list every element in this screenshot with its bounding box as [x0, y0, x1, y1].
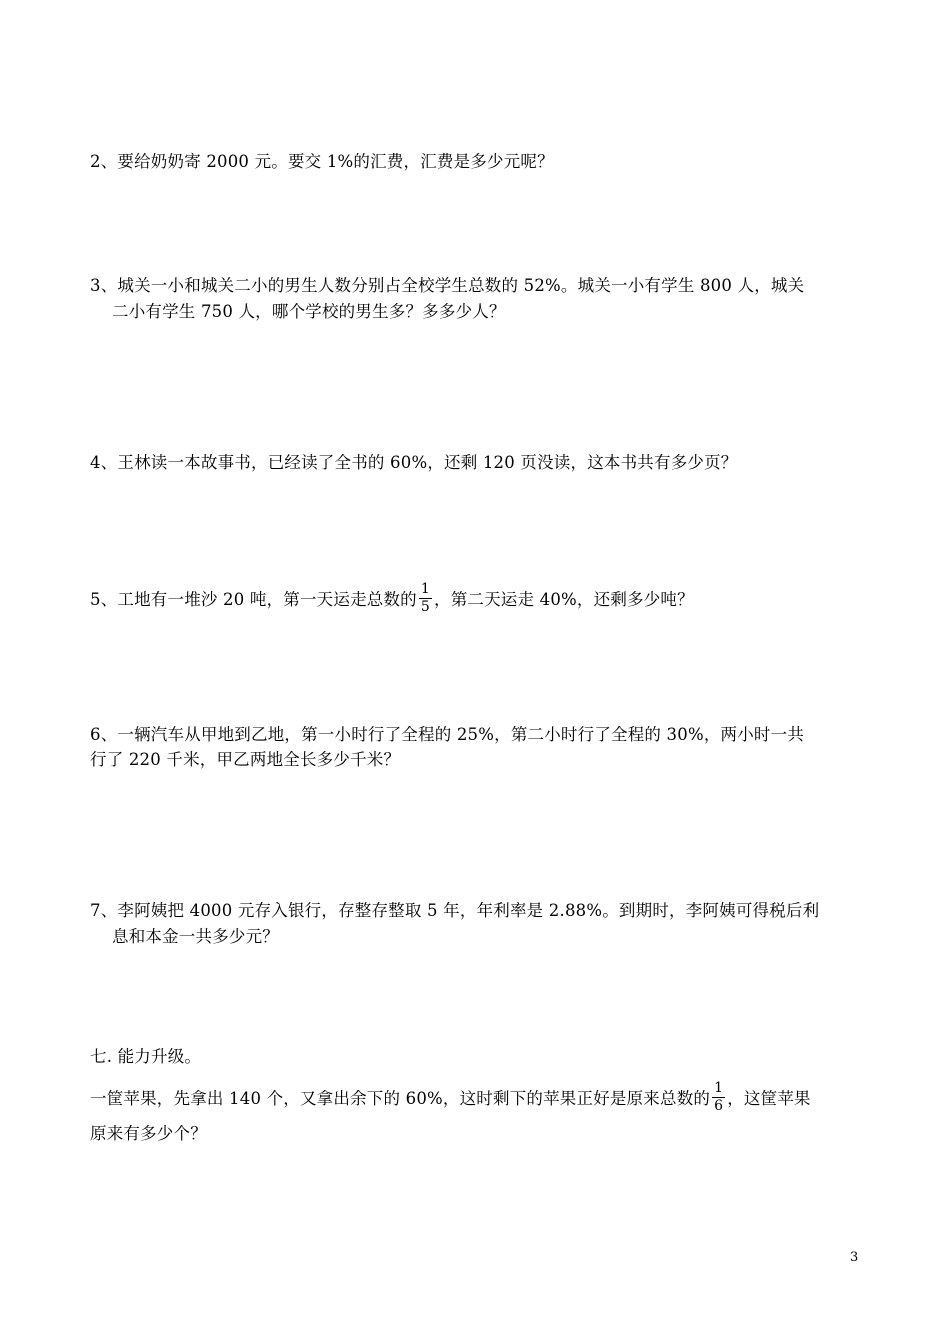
question-3-text-line-2: 二小有学生 750 人，哪个学校的男生多？多多少人？: [112, 302, 506, 321]
question-5: [90, 583, 694, 618]
question-7-line-2: [112, 927, 279, 947]
question-2: [90, 152, 554, 172]
fraction-one-fifth: [419, 581, 432, 616]
section-7-problem-line-1: [90, 1082, 811, 1117]
question-6-line-2: [90, 750, 400, 770]
fraction-numerator: 1: [420, 581, 430, 597]
question-6-text-line-1: 6、一辆汽车从甲地到乙地，第一小时行了全程的 25%，第二小时行了全程的 30%，两小时一共: [90, 725, 805, 744]
section-7-text-before: 一筐苹果，先拿出 140 个，又拿出余下的 60%，这时剩下的苹果正好是原来总数的: [90, 1089, 711, 1108]
question-3-line-2: [112, 302, 506, 322]
question-2-text: 2、要给奶奶寄 2000 元。要交 1%的汇费，汇费是多少元呢？: [90, 152, 554, 171]
fraction-one-sixth: [712, 1080, 725, 1115]
question-7-text-line-1: 7、李阿姨把 4000 元存入银行，存整存整取 5 年，年利率是 2.88%。到期时，李阿姨可得税后利: [90, 901, 820, 920]
section-7-heading-text: 七. 能力升级。: [90, 1047, 202, 1066]
question-3-line-1: [90, 276, 804, 296]
question-3-text-line-1: 3、城关一小和城关二小的男生人数分别占全校学生总数的 52%。城关一小有学生 800 人，城关: [90, 276, 805, 295]
question-4-text: 4、王林读一本故事书，已经读了全书的 60%，还剩 120 页没读，这本书共有多少页？: [90, 453, 738, 472]
question-5-text-before: 5、工地有一堆沙 20 吨，第一天运走总数的: [90, 590, 417, 609]
section-7-text-after: ，这筐苹果: [727, 1089, 811, 1108]
question-6-line-1: [90, 725, 804, 745]
question-4: [90, 453, 738, 473]
question-6-text-line-2: 行了 220 千米，甲乙两地全长多少千米？: [90, 750, 401, 769]
question-7-line-1: [90, 901, 819, 921]
question-7-text-line-2: 息和本金一共多少元？: [112, 927, 279, 946]
page-number: 3: [850, 1250, 859, 1265]
section-7-text-line-2: 原来有多少个？: [90, 1124, 207, 1143]
question-5-text-after: ，第二天运走 40%，还剩多少吨？: [434, 590, 694, 609]
section-7-heading: [90, 1047, 201, 1067]
fraction-denominator: 5: [420, 599, 430, 615]
fraction-numerator: 1: [714, 1080, 724, 1096]
section-7-problem-line-2: [90, 1124, 207, 1144]
fraction-denominator: 6: [714, 1098, 724, 1114]
